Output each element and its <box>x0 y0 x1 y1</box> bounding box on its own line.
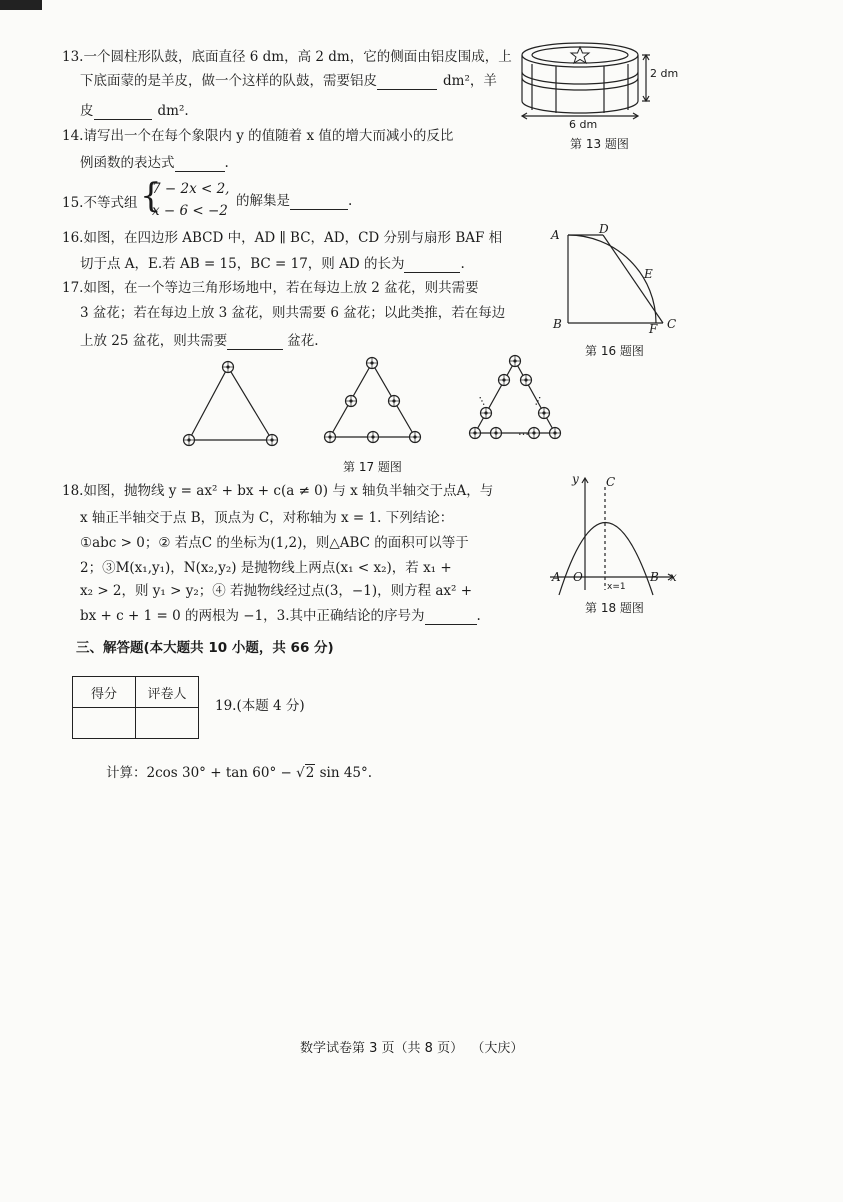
q18-blank[interactable] <box>425 608 477 625</box>
q16-line2: 切于点 A，E.若 AB = 15，BC = 17，则 AD 的长为 . <box>80 256 465 272</box>
q16-label-B: B <box>553 317 562 331</box>
q13-line1: 13.一个圆柱形队鼓，底面直径 6 dm，高 2 dm，它的侧面由铝皮围成，上 <box>62 49 512 65</box>
q18-label-B: B <box>650 570 659 584</box>
grade-grader-cell[interactable] <box>136 708 199 739</box>
q18-axis-label: x=1 <box>607 582 626 592</box>
triangle-3-ellipsis-right: … <box>527 391 544 408</box>
grade-score-cell[interactable] <box>73 708 136 739</box>
q18-line1: 18.如图，抛物线 y = ax² + bx + c(a ≠ 0) 与 x 轴负半轴交于点A，与 <box>62 483 494 499</box>
q15-blank[interactable] <box>290 193 348 210</box>
q16-label-E: E <box>644 267 653 281</box>
flower-triangles-figure <box>180 355 570 455</box>
q13-line3: 皮 dm². <box>80 103 189 119</box>
q16-label-D: D <box>599 222 609 236</box>
q17-line3: 上放 25 盆花，则共需要 盆花. <box>80 333 319 349</box>
q18-label-y: y <box>572 472 579 486</box>
q17-blank[interactable] <box>227 333 283 350</box>
q15-ineq2: x − 6 < −2 <box>152 203 228 219</box>
q15-ineq1: 7 − 2x < 2, <box>152 181 230 197</box>
page-footer: 数学试卷第 3 页（共 8 页） （大庆） <box>300 1041 524 1056</box>
q15-suffix-line: 的解集是 . <box>236 193 353 209</box>
drum-height-label: 2 dm <box>650 67 679 80</box>
section3-title: 三、解答题(本大题共 10 小题，共 66 分) <box>76 640 334 656</box>
q13-line2: 下底面蒙的是羊皮，做一个这样的队鼓，需要铝皮 dm²，羊 <box>80 73 497 89</box>
parabola-figure <box>545 470 680 600</box>
q19-expression: 计算：2cos 30° + tan 60° − √2 sin 45°. <box>106 765 373 781</box>
quadrilateral-figure <box>560 225 670 335</box>
q18-line2: x 轴正半轴交于点 B，顶点为 C，对称轴为 x = 1. 下列结论： <box>80 510 454 526</box>
triangle-2-flowers <box>325 358 421 443</box>
q16-caption: 第 16 题图 <box>585 344 644 358</box>
grade-grader-header: 评卷人 <box>136 677 199 708</box>
q18-line5: x₂ > 2，则 y₁ > y₂；④ 若抛物线经过点(3，−1)，则方程 ax² + <box>80 583 473 599</box>
q13-caption: 第 13 题图 <box>570 137 629 151</box>
q13-blank-aluminum[interactable] <box>377 73 437 90</box>
q13-blank-leather[interactable] <box>94 103 152 120</box>
q18-label-O: O <box>573 570 583 584</box>
q14-line2: 例函数的表达式 . <box>80 155 229 171</box>
q15-brace: { <box>140 176 162 216</box>
triangle-3-ellipsis-left: … <box>476 391 493 408</box>
drum-figure <box>520 38 690 143</box>
q16-label-A: A <box>551 228 560 242</box>
q14-blank[interactable] <box>175 155 225 172</box>
q17-line1: 17.如图，在一个等边三角形场地中，若在每边上放 2 盆花，则共需要 <box>62 280 479 296</box>
q14-line1: 14.请写出一个在每个象限内 y 的值随着 x 值的增大而减小的反比 <box>62 128 454 144</box>
q15-prefix: 15.不等式组 <box>62 195 138 211</box>
q18-line6: bx + c + 1 = 0 的两根为 −1，3.其中正确结论的序号为 . <box>80 608 481 624</box>
q16-blank[interactable] <box>404 256 460 273</box>
q18-line3: ①abc > 0；② 若点C 的坐标为(1,2)，则△ABC 的面积可以等于 <box>80 535 469 551</box>
q17-caption: 第 17 题图 <box>343 460 402 474</box>
grade-score-header: 得分 <box>73 677 136 708</box>
scan-edge-mark <box>0 0 42 10</box>
q19-label: 19.(本题 4 分) <box>215 698 305 714</box>
q18-label-x: x <box>670 570 677 584</box>
grade-table <box>72 676 199 739</box>
q16-line1: 16.如图，在四边形 ABCD 中，AD ∥ BC，AD，CD 分别与扇形 BAF 相 <box>62 230 503 246</box>
q17-line2: 3 盆花；若在每边上放 3 盆花，则共需要 6 盆花；以此类推，若在每边 <box>80 305 506 321</box>
q16-label-F: F <box>649 322 658 336</box>
triangle-3-ellipsis-bottom: … <box>518 425 529 438</box>
triangle-1-flowers <box>184 362 278 446</box>
q18-line4: 2；③M(x₁,y₁)，N(x₂,y₂) 是抛物线上两点(x₁ < x₂)，若 x₁ + <box>80 560 452 576</box>
drum-width-label: 6 dm <box>569 118 598 131</box>
q18-label-C: C <box>606 475 616 489</box>
q16-label-C: C <box>667 317 677 331</box>
q18-label-A: A <box>552 570 561 584</box>
q18-caption: 第 18 题图 <box>585 601 644 615</box>
